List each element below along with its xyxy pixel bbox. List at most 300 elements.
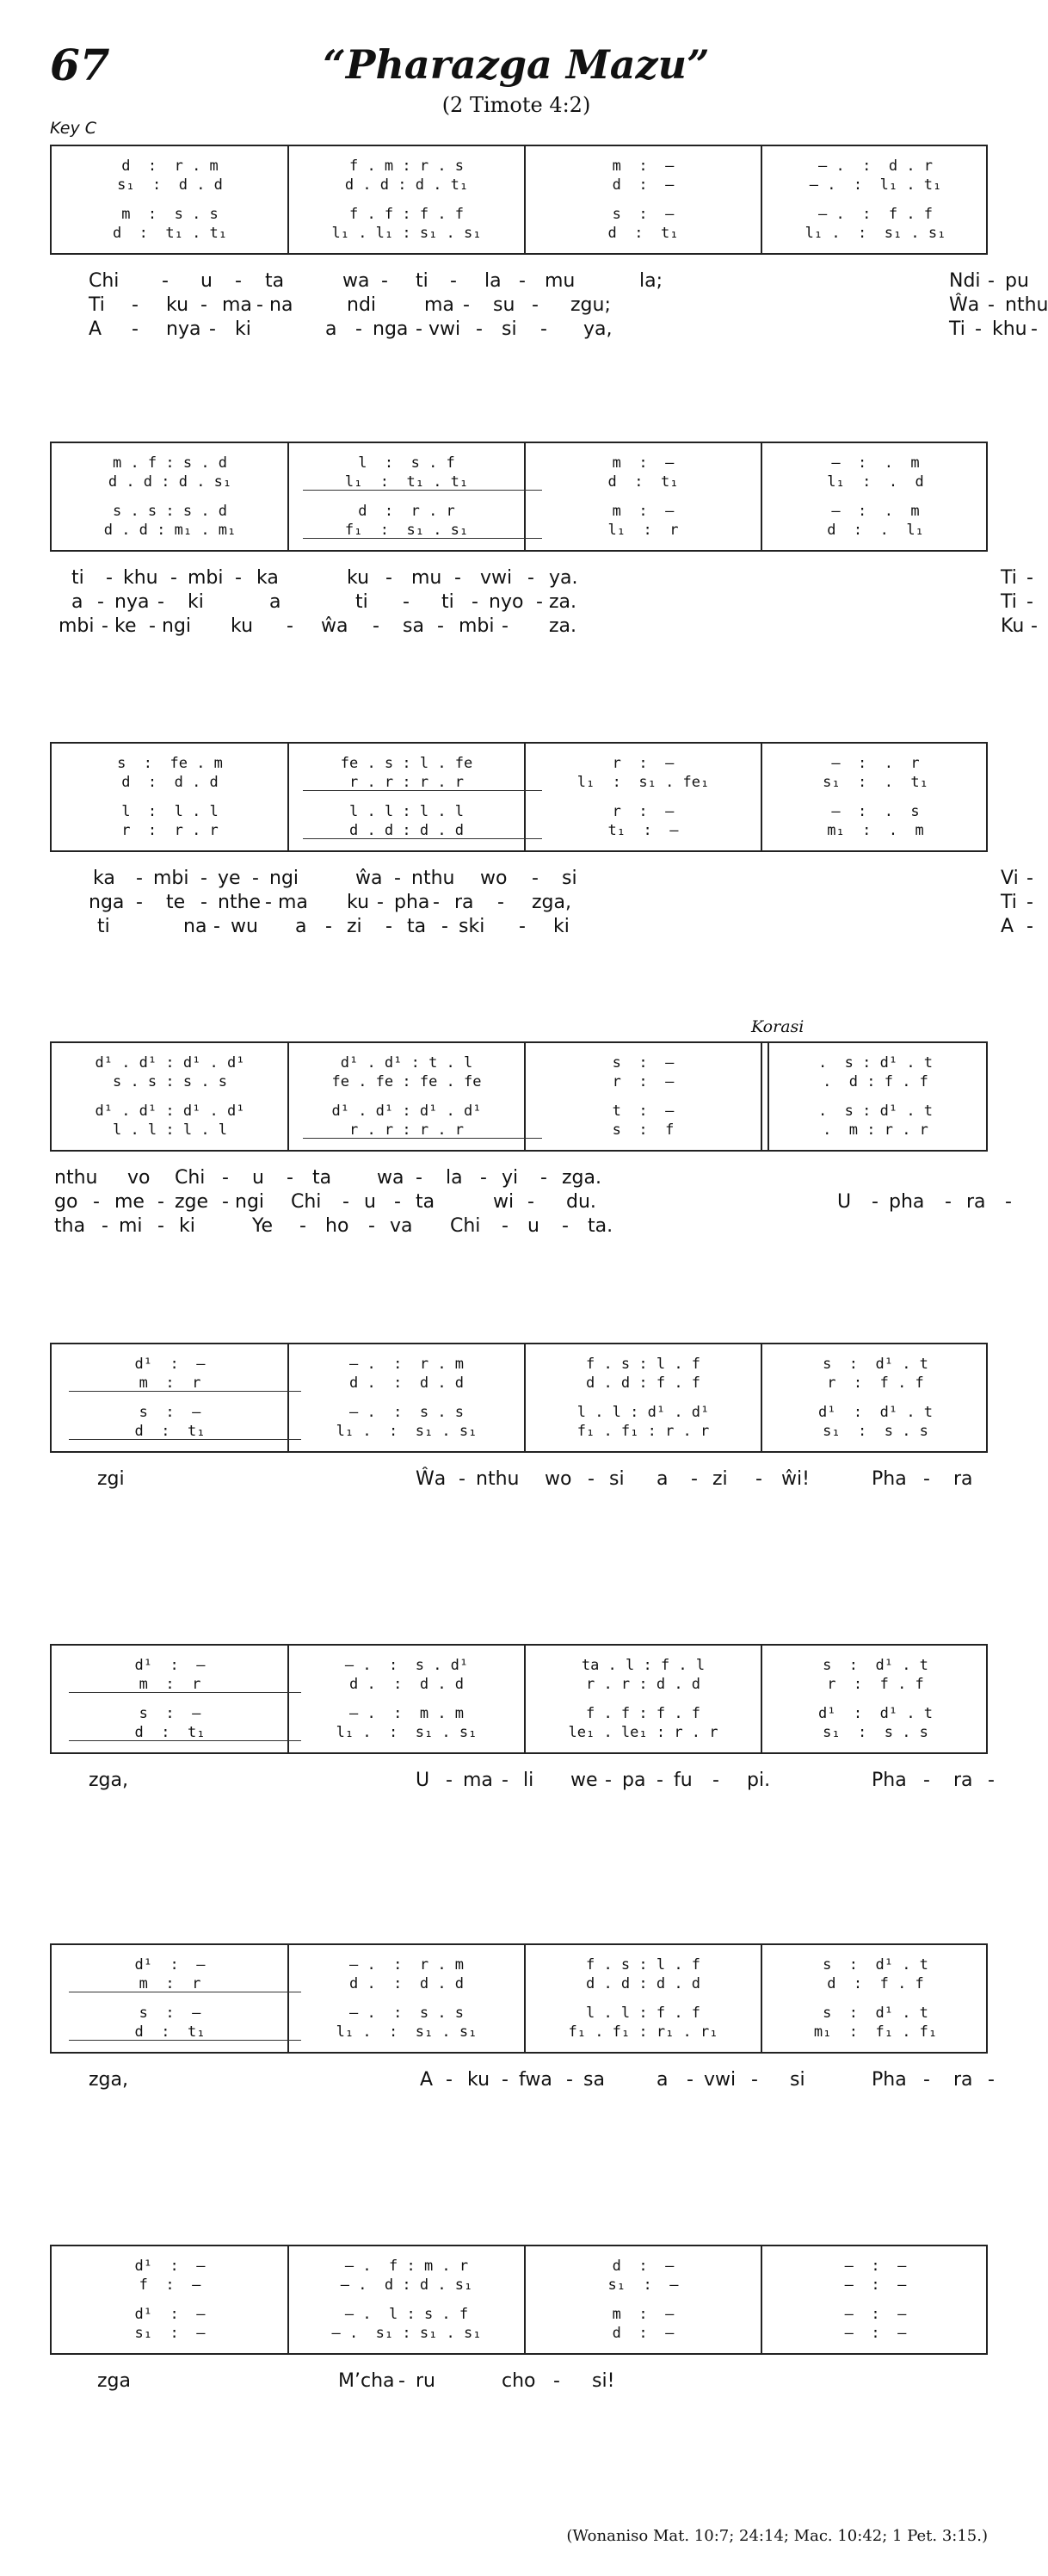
lyric-hyphen: - <box>988 2069 995 2091</box>
solfa-row <box>52 2004 986 2023</box>
lyric-syllable: Pha <box>872 1770 907 1791</box>
lyric-syllable: wo <box>545 1468 572 1490</box>
lyric-hyphen: - <box>209 318 216 340</box>
lyric-syllable: ta <box>407 916 427 937</box>
lyric-syllable: pa <box>622 1770 646 1791</box>
lyric-syllable: ra <box>953 1770 973 1791</box>
lyric-syllable: nthu <box>54 1167 98 1189</box>
lyric-syllable: zga, <box>532 892 571 913</box>
lyric-syllable: ye <box>218 868 241 889</box>
lyric-syllable: ta <box>312 1167 332 1189</box>
lyric-hyphen: - <box>149 615 156 637</box>
solfa-row <box>52 821 986 840</box>
lyric-syllable: ngi <box>269 868 299 889</box>
solfa-notes: d¹ : d¹ . t <box>817 1705 934 1722</box>
lyric-syllable: ti <box>71 567 84 589</box>
solfa-notes: s : — <box>139 2005 201 2022</box>
lyric-hyphen: - <box>502 1215 509 1237</box>
solfa-notes: d : r . r <box>358 503 455 520</box>
lyric-syllable: nya <box>114 591 150 613</box>
solfa-notes: s . s : s . d <box>112 503 228 520</box>
solfa-notes: m : r <box>139 1676 201 1693</box>
lyric-hyphen: - <box>381 270 388 292</box>
solfa-row <box>52 205 986 224</box>
lyric-hyphen: - <box>923 2069 930 2091</box>
lyric-hyphen: - <box>97 591 104 613</box>
lyric-syllable: nga <box>89 892 125 913</box>
solfa-row <box>52 1974 986 1993</box>
solfa-notes: — : — <box>844 2306 907 2323</box>
solfa-row <box>52 1704 986 1723</box>
music-system <box>50 145 988 255</box>
solfa-notes: l₁ : . d <box>827 473 924 491</box>
lyric-syllable: wi <box>493 1191 515 1213</box>
solfa-row <box>52 1403 986 1422</box>
lyric-syllable: Pha <box>872 1468 907 1490</box>
solfa-notes: – . : s . d¹ <box>344 1657 469 1674</box>
solfa-notes: r : — <box>612 1073 675 1090</box>
lyric-hyphen: - <box>136 892 143 913</box>
lyric-hyphen: - <box>1031 615 1038 637</box>
lyric-hyphen: - <box>472 591 478 613</box>
solfa-notes: l₁ . l₁ : s₁ . s₁ <box>331 225 482 242</box>
solfa-notes: – . l : s . f <box>344 2306 469 2323</box>
lyric-syllable: zga <box>97 2370 131 2392</box>
solfa-notes: r : — <box>612 803 675 820</box>
lyric-syllable: ra <box>953 2069 973 2091</box>
lyric-syllable: Ŵa <box>949 294 980 316</box>
lyric-hyphen: - <box>213 916 220 937</box>
solfa-notes: s₁ : d . d <box>117 176 223 194</box>
lyric-syllable: ru <box>416 2370 435 2392</box>
solfa-notes: r . r : r . r <box>348 1121 465 1139</box>
solfa-notes: m₁ : . m <box>827 822 924 839</box>
lyric-syllable: vo <box>127 1167 151 1189</box>
solfa-notes: f₁ . f₁ : r . r <box>576 1423 710 1440</box>
solfa-notes: s : — <box>139 1404 201 1421</box>
solfa-notes: d : t₁ <box>607 225 679 242</box>
lyric-syllable: ma <box>278 892 308 913</box>
lyric-syllable: Ti <box>1001 892 1017 913</box>
lyric-hyphen: - <box>712 1770 719 1791</box>
lyric-syllable: nthu <box>476 1468 520 1490</box>
lyric-hyphen: - <box>287 615 293 637</box>
solfa-notes: – . : f . f <box>817 206 934 223</box>
lyric-hyphen: - <box>235 270 242 292</box>
lyric-hyphen: - <box>536 591 543 613</box>
lyric-hyphen: - <box>106 567 113 589</box>
solfa-notes: s₁ : . t₁ <box>823 774 928 791</box>
lyric-hyphen: - <box>416 1167 422 1189</box>
solfa-notes: f₁ : s₁ . s₁ <box>344 522 469 539</box>
lyric-hyphen: - <box>385 916 392 937</box>
lyric-syllable: A <box>89 318 102 340</box>
music-system <box>50 1343 988 1453</box>
solfa-notes: m : s . s <box>121 206 219 223</box>
solfa-row <box>52 1102 986 1121</box>
lyric-syllable: u <box>252 1167 264 1189</box>
solfa-notes: fe . s : l . fe <box>340 755 473 772</box>
lyric-hyphen: - <box>540 318 547 340</box>
lyric-syllable: ti <box>441 591 454 613</box>
solfa-notes: l . l : l . l <box>112 1121 228 1139</box>
solfa-notes: d . d : d . d <box>348 822 465 839</box>
solfa-notes: d : t₁ <box>134 1423 206 1440</box>
solfa-notes: f . f : f . f <box>348 206 465 223</box>
solfa-notes: l . l : d¹ . d¹ <box>576 1404 710 1421</box>
solfa-row <box>52 454 986 473</box>
solfa-row <box>52 502 986 521</box>
solfa-row <box>52 754 986 773</box>
lyric-hyphen: - <box>1026 892 1033 913</box>
lyric-syllable: vwi <box>480 567 513 589</box>
lyric-hyphen: - <box>157 1215 164 1237</box>
lyric-syllable: khu <box>992 318 1027 340</box>
solfa-row <box>52 2257 986 2276</box>
solfa-notes: . s : d¹ . t <box>817 1054 934 1072</box>
lyric-syllable: nga <box>373 318 409 340</box>
lyric-syllable: ti <box>355 591 368 613</box>
solfa-notes: d : t₁ . t₁ <box>112 225 228 242</box>
lyric-syllable: we <box>570 1770 598 1791</box>
solfa-notes: d : r . m <box>121 158 219 175</box>
lyric-syllable: ku <box>347 892 370 913</box>
solfa-notes: – . : l₁ . t₁ <box>809 176 942 194</box>
lyric-hyphen: - <box>588 1468 595 1490</box>
lyric-syllable: mu <box>411 567 442 589</box>
lyric-syllable: Ndi <box>949 270 981 292</box>
solfa-row <box>52 2276 986 2295</box>
lyric-syllable: ngi <box>235 1191 265 1213</box>
solfa-notes: d . : d . d <box>348 1374 465 1392</box>
solfa-notes: — : . m <box>831 454 920 472</box>
solfa-notes: d : t₁ <box>134 1724 206 1741</box>
solfa-notes: l₁ . : s₁ . s₁ <box>336 2023 478 2041</box>
lyric-syllable: sa <box>403 615 424 637</box>
lyric-syllable: na <box>183 916 207 937</box>
slur-line <box>303 838 542 839</box>
lyric-hyphen: - <box>437 615 444 637</box>
lyric-syllable: ya. <box>549 567 578 589</box>
lyric-syllable: zgi <box>97 1468 125 1490</box>
solfa-notes: d : t₁ <box>607 473 679 491</box>
solfa-row <box>52 1723 986 1742</box>
solfa-notes: . m : r . r <box>823 1121 928 1139</box>
lyric-hyphen: - <box>476 318 483 340</box>
lyric-syllable: zi <box>712 1468 728 1490</box>
lyric-hyphen: - <box>755 1468 762 1490</box>
lyric-syllable: ku <box>467 2069 490 2091</box>
lyric-syllable: ski <box>459 916 485 937</box>
lyric-syllable: Pha <box>872 2069 907 2091</box>
solfa-notes: l₁ : r <box>607 522 679 539</box>
solfa-row <box>52 1955 986 1974</box>
lyric-hyphen: - <box>398 2370 405 2392</box>
lyric-syllable: nthe <box>218 892 262 913</box>
solfa-notes: s₁ : s . s <box>823 1724 928 1741</box>
lyric-hyphen: - <box>923 1770 930 1791</box>
solfa-notes: d . : d . d <box>348 1975 465 1992</box>
solfa-notes: ta . l : f . l <box>581 1657 706 1674</box>
solfa-notes: – . : s . s <box>348 1404 465 1421</box>
solfa-notes: s₁ : s . s <box>823 1423 928 1440</box>
solfa-notes: d . d : d . s₁ <box>108 473 232 491</box>
lyric-hyphen: - <box>287 1167 293 1189</box>
solfa-notes: s : — <box>612 1054 675 1072</box>
solfa-notes: s : d¹ . t <box>823 1956 928 1974</box>
lyric-syllable: ku <box>166 294 189 316</box>
lyric-syllable: a <box>269 591 281 613</box>
lyric-hyphen: - <box>394 1191 401 1213</box>
solfa-notes: m : r <box>139 1374 201 1392</box>
lyric-hyphen: - <box>373 615 379 637</box>
solfa-notes: d . d : f . f <box>585 1374 701 1392</box>
slur-line <box>303 1138 542 1139</box>
lyric-hyphen: - <box>1026 591 1033 613</box>
key-signature: Key C <box>50 119 97 138</box>
lyric-syllable: si <box>609 1468 625 1490</box>
solfa-notes: l₁ : s₁ . fe₁ <box>576 774 710 791</box>
solfa-row <box>52 1121 986 1140</box>
lyric-syllable: nthu <box>1005 294 1048 316</box>
solfa-notes: — : — <box>844 2276 907 2294</box>
solfa-notes: m : — <box>612 454 675 472</box>
lyric-syllable: ka <box>256 567 279 589</box>
lyric-syllable: u <box>364 1191 376 1213</box>
solfa-row <box>52 1072 986 1091</box>
solfa-notes: – . d : d . s₁ <box>340 2276 473 2294</box>
slur-line <box>69 2040 301 2041</box>
lyric-hyphen: - <box>463 294 470 316</box>
solfa-notes: – . : r . m <box>348 1356 465 1373</box>
lyric-hyphen: - <box>265 892 272 913</box>
lyric-syllable: ta <box>265 270 285 292</box>
solfa-notes: d : — <box>612 2258 675 2275</box>
solfa-notes: s : d¹ . t <box>823 1356 928 1373</box>
lyric-hyphen: - <box>157 1191 164 1213</box>
lyric-hyphen: - <box>299 1215 306 1237</box>
lyric-syllable: si <box>502 318 517 340</box>
solfa-notes: – . : m . m <box>348 1705 465 1722</box>
lyric-syllable: cho <box>502 2370 536 2392</box>
solfa-notes: d¹ . d¹ : d¹ . d¹ <box>95 1054 245 1072</box>
lyric-hyphen: - <box>527 567 534 589</box>
lyric-hyphen: - <box>605 1770 612 1791</box>
lyric-syllable: me <box>114 1191 145 1213</box>
solfa-notes: f : — <box>139 2276 201 2294</box>
lyric-hyphen: - <box>136 868 143 889</box>
lyric-syllable: si! <box>592 2370 615 2392</box>
lyric-syllable: Ku <box>1001 615 1025 637</box>
solfa-notes: d¹ . d¹ : d¹ . d¹ <box>331 1103 482 1120</box>
solfa-notes: s : d¹ . t <box>823 1657 928 1674</box>
lyric-hyphen: - <box>162 270 169 292</box>
solfa-notes: m : — <box>612 2306 675 2323</box>
lyric-syllable: a <box>71 591 83 613</box>
solfa-notes: s₁ : — <box>607 2276 679 2294</box>
lyric-syllable: A <box>420 2069 434 2091</box>
slur-line <box>69 1740 301 1741</box>
lyric-hyphen: - <box>235 567 242 589</box>
lyric-hyphen: - <box>200 868 207 889</box>
lyric-syllable: si <box>790 2069 805 2091</box>
lyric-hyphen: - <box>441 916 448 937</box>
lyric-syllable: ka <box>93 868 115 889</box>
lyric-hyphen: - <box>540 1167 547 1189</box>
scripture-reference: (2 Timote 4:2) <box>441 93 591 117</box>
lyric-hyphen: - <box>325 916 332 937</box>
hymn-title: “Pharazga Mazu” <box>323 41 710 88</box>
solfa-notes: — : — <box>844 2325 907 2342</box>
solfa-notes: d . d : d . t₁ <box>344 176 469 194</box>
lyric-syllable: pha <box>889 1191 925 1213</box>
solfa-row <box>52 521 986 540</box>
lyric-syllable: zgu; <box>570 294 611 316</box>
lyric-syllable: nthu <box>411 868 455 889</box>
lyric-syllable: go <box>54 1191 78 1213</box>
solfa-notes: f . s : l . f <box>585 1356 701 1373</box>
solfa-notes: d¹ : — <box>134 2258 206 2275</box>
lyric-syllable: Vi <box>1001 868 1019 889</box>
lyric-syllable: mbi <box>188 567 224 589</box>
lyric-hyphen: - <box>394 868 401 889</box>
lyric-syllable: A <box>1001 916 1014 937</box>
lyric-syllable: ngi <box>162 615 192 637</box>
lyric-syllable: Ti <box>1001 591 1017 613</box>
solfa-notes: l₁ . : s₁ . s₁ <box>336 1423 478 1440</box>
solfa-notes: — : . r <box>831 755 920 772</box>
lyric-syllable: u <box>200 270 213 292</box>
solfa-notes: d : — <box>612 176 675 194</box>
lyric-hyphen: - <box>403 591 410 613</box>
lyric-syllable: pi. <box>747 1770 771 1791</box>
solfa-notes: r : f . f <box>827 1676 924 1693</box>
solfa-notes: d . d : m₁ . m₁ <box>103 522 237 539</box>
music-system <box>50 2245 988 2355</box>
lyric-hyphen: - <box>1031 318 1038 340</box>
lyric-syllable: Ti <box>1001 567 1017 589</box>
lyric-hyphen: - <box>200 294 207 316</box>
solfa-notes: s : d¹ . t <box>823 2005 928 2022</box>
lyric-hyphen: - <box>454 567 461 589</box>
slur-line <box>303 790 542 791</box>
solfa-notes: – . : r . m <box>348 1956 465 1974</box>
lyric-syllable: nyo <box>489 591 524 613</box>
lyric-syllable: mi <box>119 1215 143 1237</box>
solfa-notes: r . r : d . d <box>585 1676 701 1693</box>
lyric-hyphen: - <box>368 1215 375 1237</box>
solfa-notes: . d : f . f <box>823 1073 928 1090</box>
solfa-notes: f . f : f . f <box>585 1705 701 1722</box>
lyric-syllable: ta. <box>588 1215 613 1237</box>
solfa-row <box>52 1374 986 1393</box>
solfa-notes: d : — <box>612 2325 675 2342</box>
lyric-syllable: wo <box>480 868 508 889</box>
lyric-hyphen: - <box>222 1167 229 1189</box>
lyric-syllable: M’cha <box>338 2370 395 2392</box>
lyric-syllable: ŵi! <box>781 1468 810 1490</box>
solfa-notes: l₁ . : s₁ . s₁ <box>336 1724 478 1741</box>
lyric-syllable: fwa <box>519 2069 552 2091</box>
solfa-notes: — : . s <box>831 803 920 820</box>
lyric-syllable: la <box>446 1167 463 1189</box>
music-system <box>50 1943 988 2054</box>
lyric-syllable: su <box>493 294 515 316</box>
lyric-syllable: wa <box>342 270 370 292</box>
lyric-hyphen: - <box>988 270 995 292</box>
solfa-row <box>52 1422 986 1441</box>
lyric-hyphen: - <box>355 318 362 340</box>
lyric-syllable: ti <box>416 270 428 292</box>
lyric-syllable: ya, <box>583 318 613 340</box>
lyric-syllable: ra <box>966 1191 986 1213</box>
lyric-hyphen: - <box>923 1468 930 1490</box>
lyric-syllable: zge <box>175 1191 209 1213</box>
lyric-syllable: ke <box>114 615 137 637</box>
lyric-syllable: ma <box>463 1770 493 1791</box>
solfa-notes: – . : d . r <box>817 158 934 175</box>
lyric-syllable: sa <box>583 2069 605 2091</box>
lyric-syllable: pha <box>394 892 430 913</box>
slur-line <box>303 538 542 539</box>
solfa-notes: s : — <box>139 1705 201 1722</box>
lyric-syllable: khu <box>123 567 158 589</box>
lyric-syllable: li <box>523 1770 534 1791</box>
lyric-syllable: U <box>837 1191 852 1213</box>
lyric-syllable: wa <box>377 1167 404 1189</box>
solfa-row <box>52 157 986 176</box>
lyric-syllable: Ye <box>252 1215 274 1237</box>
lyric-hyphen: - <box>450 270 457 292</box>
slur-line <box>69 1439 301 1440</box>
lyric-syllable: vwi <box>704 2069 737 2091</box>
lyric-syllable: Ti <box>949 318 965 340</box>
solfa-notes: d : d . d <box>121 774 219 791</box>
lyric-hyphen: - <box>562 1215 569 1237</box>
lyric-syllable: ho <box>325 1215 349 1237</box>
lyric-hyphen: - <box>377 892 384 913</box>
lyric-syllable: ku <box>231 615 254 637</box>
solfa-notes: f . s : l . f <box>585 1956 701 1974</box>
lyric-syllable: zi <box>347 916 362 937</box>
slur-line <box>69 1692 301 1693</box>
music-system <box>50 1041 988 1152</box>
solfa-notes: d¹ : — <box>134 1657 206 1674</box>
solfa-notes: d . : d . d <box>348 1676 465 1693</box>
lyric-syllable: si <box>562 868 577 889</box>
lyric-syllable: ta <box>416 1191 435 1213</box>
lyric-syllable: zga. <box>562 1167 601 1189</box>
solfa-notes: s . s : s . s <box>112 1073 228 1090</box>
lyric-hyphen: - <box>170 567 177 589</box>
solfa-row <box>52 1656 986 1675</box>
lyric-syllable: Chi <box>175 1167 206 1189</box>
solfa-notes: – . f : m . r <box>344 2258 469 2275</box>
lyric-syllable: vwi <box>428 318 461 340</box>
lyric-hyphen: - <box>502 615 509 637</box>
lyric-syllable: Ti <box>89 294 105 316</box>
lyric-hyphen: - <box>446 1770 453 1791</box>
lyric-syllable: pu <box>1005 270 1029 292</box>
solfa-notes: m₁ : f₁ . f₁ <box>813 2023 938 2041</box>
lyric-hyphen: - <box>480 1167 487 1189</box>
lyric-syllable: la; <box>639 270 663 292</box>
lyric-hyphen: - <box>416 318 422 340</box>
solfa-notes: l₁ . : s₁ . s₁ <box>804 225 946 242</box>
solfa-notes: d¹ : — <box>134 1956 206 1974</box>
lyric-hyphen: - <box>691 1468 698 1490</box>
solfa-notes: m : r <box>139 1975 201 1992</box>
